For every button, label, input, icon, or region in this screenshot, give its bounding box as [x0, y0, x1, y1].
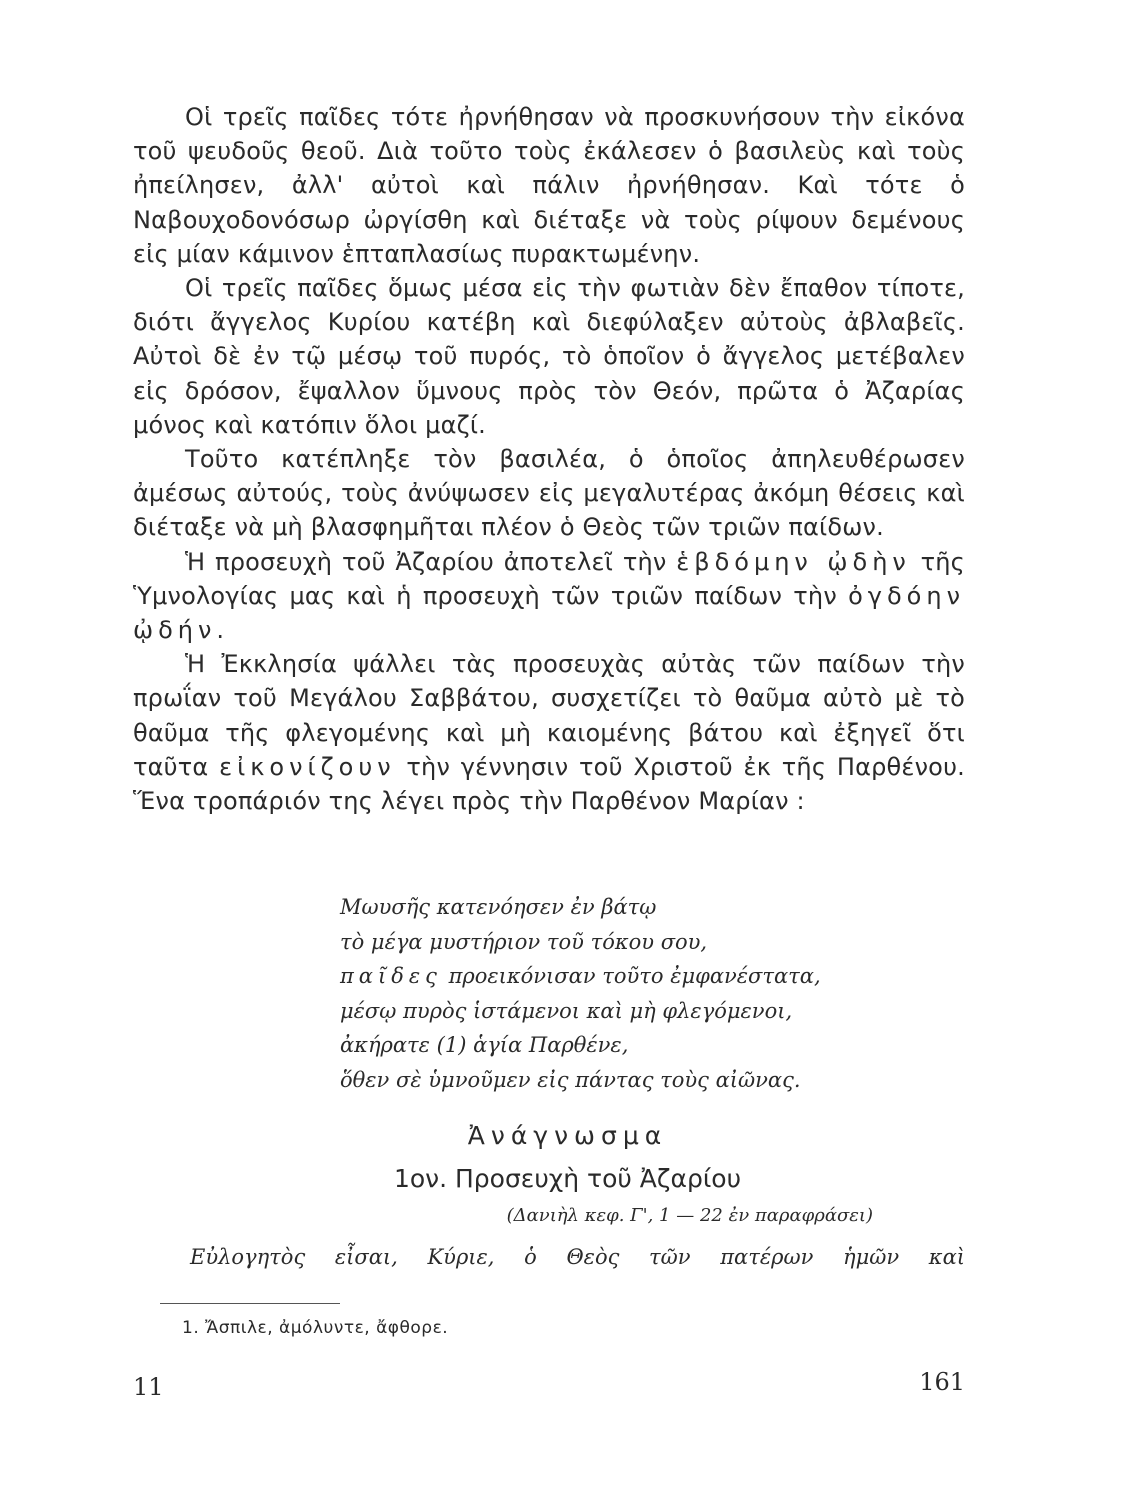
paragraph-4-text-c: τῆς Ὑμνολογίας μας καὶ ἡ προσευχὴ τῶν τριῶν παίδων τὴν	[133, 547, 965, 610]
poem-line	[340, 959, 821, 994]
poem-word: ἁγία Παρθένε,	[473, 1033, 629, 1058]
spaced-emphasis: ὀγδόην ᾠδήν	[133, 581, 965, 645]
prayer-opening-line: Εὐλογητὸς εἶσαι, Κύριε, ὁ Θεὸς τῶν πατέρων ἡμῶν καὶ	[190, 1245, 965, 1269]
section-title: Ἀνάγνωσμα	[467, 1121, 668, 1150]
footnote-divider	[160, 1303, 340, 1304]
scripture-reference: (Δανιὴλ κεφ. Γ', 1 — 22 ἐν παραφράσει)	[506, 1205, 873, 1226]
paragraph-5	[133, 647, 965, 818]
section-subtitle: 1ον. Προσευχὴ τοῦ Ἀζαρίου	[393, 1164, 742, 1193]
spaced-emphasis: εἰκονίζουν	[219, 752, 396, 781]
poem-line: τὸ μέγα μυστήριον τοῦ τόκου σου,	[340, 929, 708, 954]
paragraph-2: Οἱ τρεῖς παῖδες ὅμως μέσα εἰς τὴν φωτιὰν δὲν ἔπαθον τίποτε, διότι ἄγγελος Κυρίου κατέβη καὶ διεφύλαξεν αὐτοὺς ἀβλαβεῖς. Αὐτοὶ δὲ ἐν τῷ μέσῳ τοῦ πυρός, τὸ ὁποῖον ὁ ἄγγελος μετέβαλεν εἰς δρόσον, ἔψαλλον ὕμνους πρὸς τὸν Θεόν, πρῶτα ὁ Ἀζαρίας μόνος καὶ κατόπιν ὅλοι μαζί.	[133, 274, 965, 439]
signature-mark: 11	[133, 1373, 164, 1401]
troparion-poem	[340, 890, 821, 1098]
body-text	[133, 100, 965, 818]
spaced-emphasis: ἑβδόμην ᾠδὴν	[676, 547, 911, 576]
page-number: 161	[919, 1368, 965, 1396]
paragraph-4	[133, 545, 965, 648]
paragraph-3: Τοῦτο κατέπληξε τὸν βασιλέα, ὁ ὁποῖος ἀπηλευθέρωσεν ἀμέσως αὐτούς, τοὺς ἀνύψωσεν εἰς μεγαλυτέρας ἀκόμη θέσεις καὶ διέταξε νὰ μὴ βλασφημῆται πλέον ὁ Θεὸς τῶν τριῶν παίδων.	[133, 445, 965, 542]
paragraph-5-text-c: τὴν γέννησιν τοῦ Χριστοῦ ἐκ τῆς Παρθένου. Ἕνα τροπάριόν της λέγει πρὸς τὴν Παρθένον Μαρίαν :	[133, 752, 965, 816]
poem-line	[340, 1028, 821, 1063]
poem-line: Μωυσῆς κατενόησεν ἐν βάτῳ	[340, 895, 657, 919]
spaced-emphasis: παῖδες	[340, 964, 442, 989]
paragraph-1: Οἱ τρεῖς παῖδες τότε ἠρνήθησαν νὰ προσκυνήσουν τὴν εἰκόνα τοῦ ψευδοῦς θεοῦ. Διὰ τοῦτο τοὺς ἐκάλεσεν ὁ βασιλεὺς καὶ τοὺς ἠπείλησεν, ἀλλ' αὐτοὶ καὶ πάλιν ἠρνήθησαν. Καὶ τότε ὁ Ναβουχοδονόσωρ ὠργίσθη καὶ διέταξε νὰ τοὺς ρίψουν δεμένους εἰς μίαν κάμινον ἑπταπλασίως πυρακτωμένην.	[133, 103, 965, 268]
paragraph-4-text-e: .	[216, 616, 225, 645]
poem-line: ὅθεν σὲ ὑμνοῦμεν εἰς πάντας τοὺς αἰῶνας.	[340, 1067, 801, 1092]
poem-line: μέσῳ πυρὸς ἱστάμενοι καὶ μὴ φλεγόμενοι,	[340, 998, 793, 1023]
paragraph-4-text-a: Ἡ προσευχὴ τοῦ Ἀζαρίου ἀποτελεῖ τὴν	[185, 547, 667, 576]
paragraph-5-text-a: Ἡ Ἐκκλησία ψάλλει τὰς προσευχὰς αὐτὰς τῶν παίδων τὴν πρωΐαν τοῦ Μεγάλου Σαββάτου, συσχετίζει τὸ θαῦμα αὐτὸ μὲ τὸ θαῦμα τῆς φλεγομένης καὶ μὴ καιομένης βάτου καὶ ἐξηγεῖ ὅτι ταῦτα	[133, 650, 965, 781]
poem-line-rest: προεικόνισαν τοῦτο ἐμφανέστατα,	[448, 964, 821, 989]
poem-word: ἀκήρατε	[340, 1033, 430, 1058]
footnote-marker: (1)	[436, 1033, 467, 1058]
footnote: 1. Ἄσπιλε, ἀμόλυντε, ἄφθορε.	[182, 1318, 449, 1338]
